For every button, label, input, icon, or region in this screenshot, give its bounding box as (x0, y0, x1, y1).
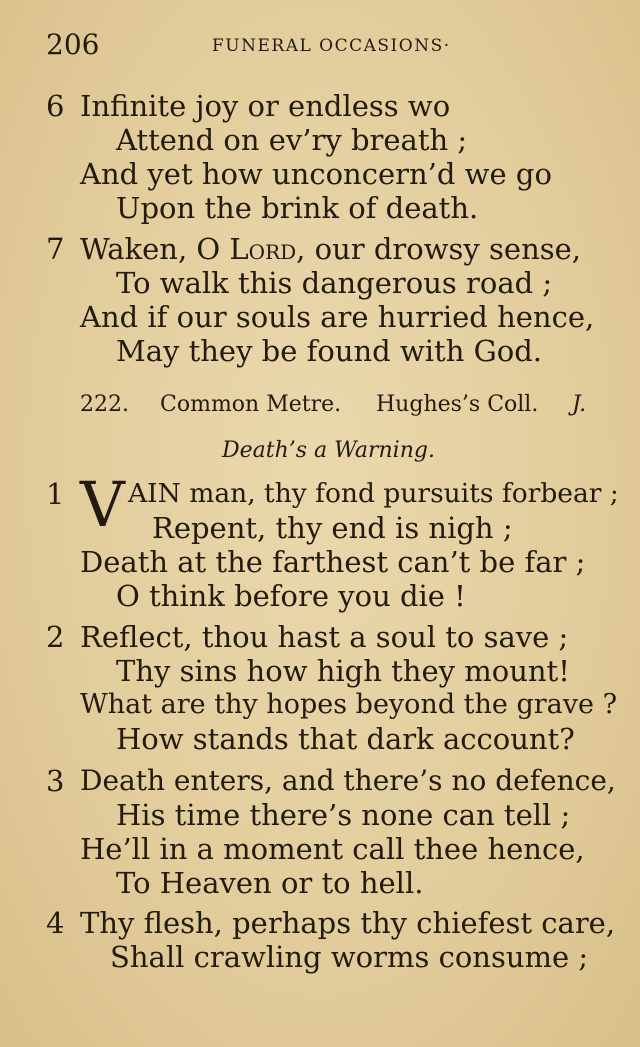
verse-line: Repent, thy end is nigh ; (152, 511, 513, 545)
stanza-number: 7 (46, 232, 65, 266)
verse-line: To Heaven or to hell. (116, 866, 424, 900)
verse-line: Death enters, and there’s no defence, (80, 764, 616, 797)
verse-line: Attend on ev’ry breath ; (116, 123, 468, 157)
lord-small-caps: Lord (229, 232, 297, 266)
stanza-number: 4 (46, 906, 65, 940)
page-header (46, 28, 606, 62)
verse-line: AIN man, thy fond pursuits forbear ; (128, 478, 619, 509)
verse-line: To walk this dangerous road ; (116, 266, 553, 300)
hymn-title: Death’s a Warning. (222, 438, 435, 463)
stanza-number: 2 (46, 620, 65, 654)
hymn-number: 222. (80, 392, 129, 417)
verse-line: Reflect, thou hast a soul to save ; (80, 620, 569, 654)
hymn-author-initial: J. (572, 392, 587, 417)
stanza-number: 1 (46, 477, 65, 511)
verse-line: Shall crawling worms consume ; (110, 940, 589, 974)
drop-cap: V (80, 468, 125, 541)
verse-line: Infinite joy or endless wo (80, 89, 451, 123)
verse-line: Upon the brink of death. (116, 191, 479, 225)
verse-line (80, 232, 581, 266)
verse-line: O think before you die ! (116, 579, 466, 613)
verse-line: And yet how unconcern’d we go (80, 157, 552, 191)
verse-line: His time there’s none can tell ; (116, 798, 571, 832)
stanza-number: 6 (46, 89, 65, 123)
stanza-number: 3 (46, 764, 65, 798)
verse-line: He’ll in a moment call thee hence, (80, 832, 585, 866)
hymn-metre: Common Metre. (160, 392, 342, 417)
verse-text: , our drowsy sense, (296, 232, 582, 266)
verse-line: What are thy hopes beyond the grave ? (80, 689, 618, 720)
page-number: 206 (46, 28, 100, 61)
verse-line: Thy sins how high they mount! (116, 654, 570, 688)
hymn-source: Hughes’s Coll. (376, 392, 539, 417)
running-head: FUNERAL OCCASIONS· (212, 36, 451, 56)
verse-line: Thy flesh, perhaps thy chiefest care, (80, 906, 616, 940)
verse-line: May they be found with God. (116, 334, 543, 368)
verse-text: Waken, O (80, 232, 230, 266)
verse-line: How stands that dark account? (116, 722, 575, 756)
verse-line: Death at the farthest can’t be far ; (80, 545, 586, 579)
verse-line: And if our souls are hurried hence, (80, 300, 595, 334)
